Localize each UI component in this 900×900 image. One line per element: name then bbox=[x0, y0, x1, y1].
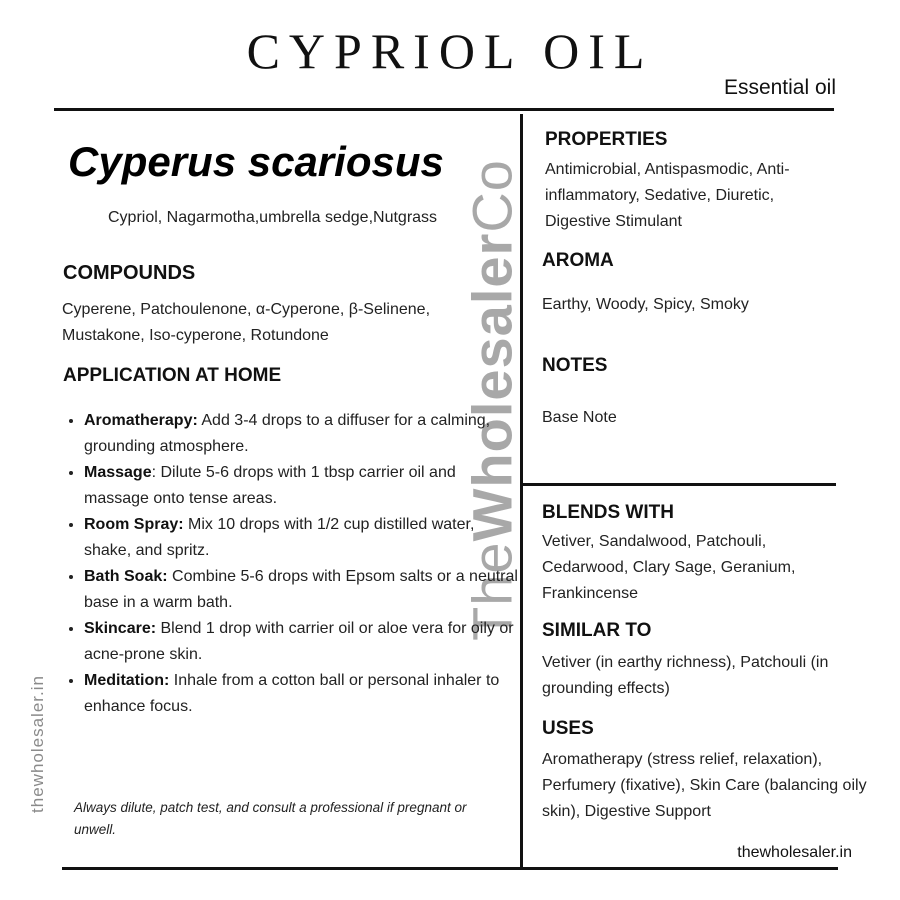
brand-watermark-light: The bbox=[460, 541, 524, 641]
page-subtitle: Essential oil bbox=[723, 76, 836, 99]
list-item bbox=[84, 460, 524, 512]
item-label: Aromatherapy: bbox=[84, 412, 198, 429]
notes-heading: NOTES bbox=[542, 355, 608, 376]
aroma-text: Earthy, Woody, Spicy, Smoky bbox=[542, 296, 749, 313]
item-label: Massage bbox=[84, 464, 152, 481]
page-title: CYPRIOL OIL bbox=[246, 23, 654, 79]
footer-website: thewholesaler.in bbox=[737, 844, 852, 861]
uses-heading: USES bbox=[542, 718, 594, 739]
side-watermark: thewholesaler.in bbox=[28, 675, 47, 813]
properties-text: Antimicrobial, Antispasmodic, Anti-inflammatory, Sedative, Diuretic, Digestive Stimulant bbox=[545, 161, 790, 230]
common-names: Cypriol, Nagarmotha,umbrella sedge,Nutgrass bbox=[108, 209, 438, 226]
item-text: Combine 5-6 drops with Epsom salts or a neutral base in a warm bath. bbox=[84, 568, 518, 611]
item-text: Add 3-4 drops to a diffuser for a calming, grounding atmosphere. bbox=[84, 412, 491, 455]
safety-disclaimer: Always dilute, patch test, and consult a professional if pregnant or unwell. bbox=[74, 800, 467, 837]
item-label: Skincare: bbox=[84, 620, 157, 637]
similar-heading: SIMILAR TO bbox=[542, 620, 652, 641]
bottom-divider bbox=[62, 867, 838, 870]
list-item bbox=[84, 564, 524, 616]
application-heading: APPLICATION AT HOME bbox=[63, 365, 282, 386]
item-text: Inhale from a cotton ball or personal inhaler to enhance focus. bbox=[84, 672, 500, 715]
brand-watermark-bold: Wholesaler bbox=[460, 232, 524, 542]
item-text: Mix 10 drops with 1/2 cup distilled water, shake, and spritz. bbox=[84, 516, 475, 559]
blends-heading: BLENDS WITH bbox=[542, 502, 674, 523]
compounds-text bbox=[62, 297, 512, 349]
similar-text: Vetiver (in earthy richness), Patchouli (in grounding effects) bbox=[542, 654, 829, 697]
application-list bbox=[62, 408, 524, 720]
top-divider bbox=[54, 108, 834, 111]
item-label: Meditation: bbox=[84, 672, 170, 689]
aroma-heading: AROMA bbox=[542, 250, 614, 271]
item-text: : Dilute 5-6 drops with 1 tbsp carrier oil and massage onto tense areas. bbox=[84, 464, 456, 507]
species-name: Cyperus scariosus bbox=[68, 138, 444, 185]
list-item bbox=[84, 616, 524, 668]
list-item bbox=[84, 512, 524, 564]
right-section-divider bbox=[522, 483, 836, 486]
compounds-line-1: Cyperene, Patchoulenone, α-Cyperone, β-Selinene, bbox=[62, 301, 431, 318]
compounds-heading: COMPOUNDS bbox=[63, 262, 196, 284]
list-item bbox=[84, 668, 524, 720]
list-item bbox=[84, 408, 524, 460]
notes-text: Base Note bbox=[542, 409, 617, 426]
blends-text: Vetiver, Sandalwood, Patchouli, Cedarwood, Clary Sage, Geranium, Frankincense bbox=[542, 533, 796, 602]
uses-text: Aromatherapy (stress relief, relaxation), Perfumery (fixative), Skin Care (balancing oily skin), Digestive Support bbox=[542, 751, 867, 820]
item-label: Bath Soak: bbox=[84, 568, 168, 585]
compounds-line-2: Mustakone, Iso-cyperone, Rotundone bbox=[62, 327, 329, 344]
brand-watermark-end: Co bbox=[460, 159, 524, 233]
item-text: Blend 1 drop with carrier oil or aloe vera for oily or acne-prone skin. bbox=[84, 620, 514, 663]
item-label: Room Spray: bbox=[84, 516, 184, 533]
properties-heading: PROPERTIES bbox=[545, 129, 668, 150]
